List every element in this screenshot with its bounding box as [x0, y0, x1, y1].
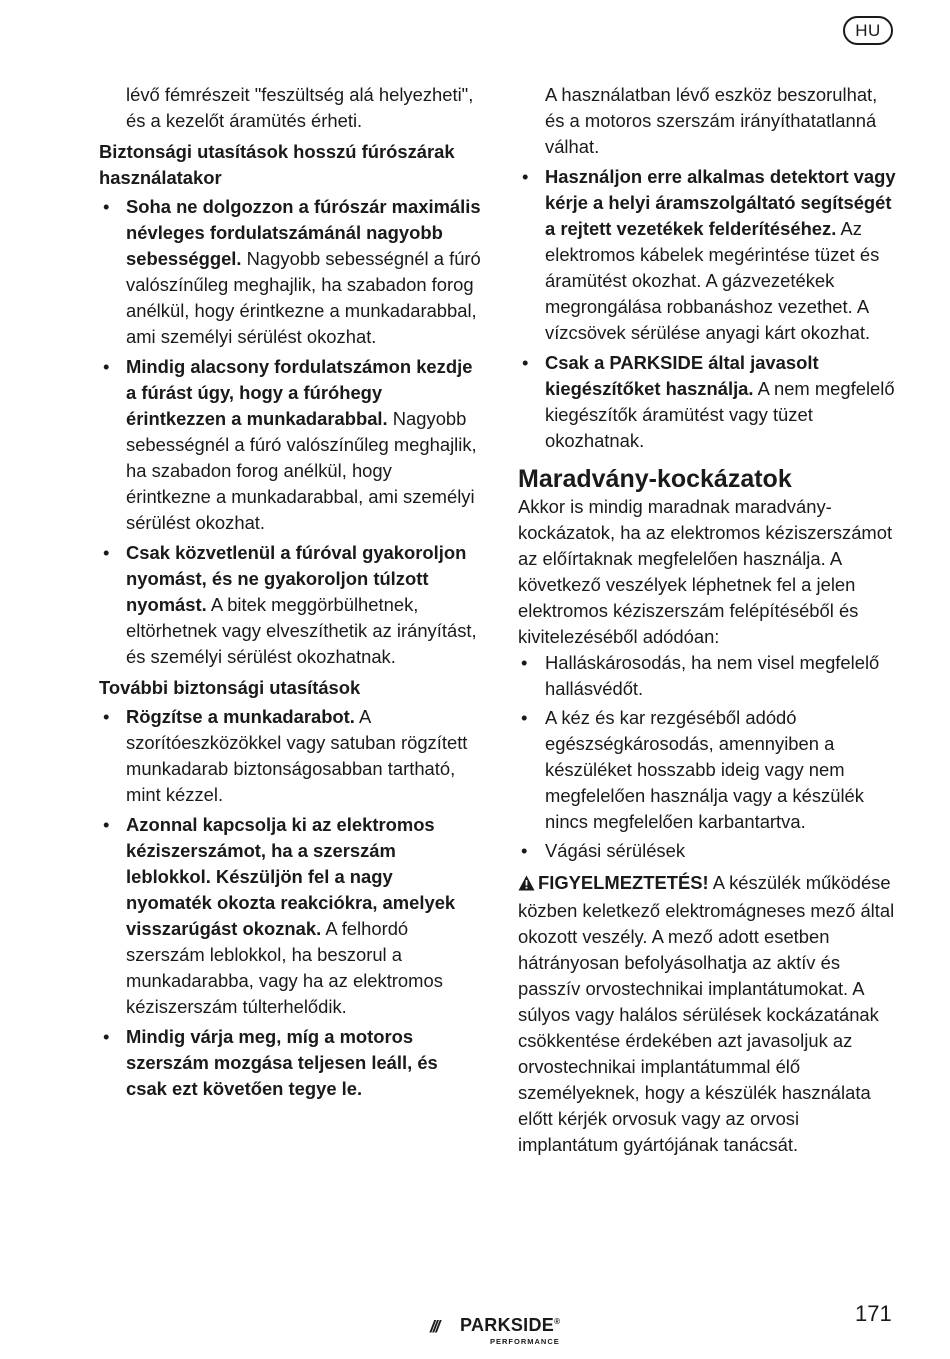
brand-name-text: PARKSIDE	[460, 1315, 555, 1335]
warning-paragraph	[518, 870, 900, 1158]
item-bold: Csak közvetlenül a fúróval gyakoroljon nyomást, és ne gyakoroljon túlzott nyomást.	[126, 542, 467, 615]
bullet-icon: •	[103, 706, 110, 727]
bullet-icon: •	[103, 1026, 110, 1047]
bullet-icon: •	[521, 652, 528, 673]
list-item	[99, 540, 481, 670]
item-bold: Rögzítse a munkadarabot.	[126, 706, 355, 727]
list-item	[518, 705, 900, 835]
bullet-list-long-drills	[99, 194, 481, 670]
risk-list	[518, 650, 900, 864]
list-item	[99, 1024, 481, 1102]
list-item	[99, 812, 481, 1020]
brand-name	[460, 1315, 560, 1336]
continued-text	[518, 82, 900, 160]
bullet-icon: •	[522, 352, 529, 373]
warning-triangle-icon	[518, 872, 535, 898]
item-text: Halláskárosodás, ha nem visel megfelelő hallásvédőt.	[545, 652, 880, 699]
bullet-icon: •	[103, 542, 110, 563]
item-bold: Mindig várja meg, míg a motoros szerszám mozgása teljesen leáll, és csak ezt követően tegye le.	[126, 1026, 438, 1099]
bullet-icon: •	[103, 196, 110, 217]
language-badge: HU	[843, 16, 893, 45]
warning-label: FIGYELMEZTETÉS!	[538, 872, 709, 893]
item-bold: Soha ne dolgozzon a fúrószár maximális névleges fordulatszámánál nagyobb sebességgel.	[126, 196, 481, 269]
bullet-icon: •	[522, 166, 529, 187]
brand-subtitle: PERFORMANCE	[490, 1337, 560, 1346]
item-text: Nagyobb sebességnél a fúró valószínűleg meghajlik, ha szabadon forog anélkül, hogy érintkezne a munkadarabbal, ami személyi sérülést okozhat.	[126, 248, 481, 347]
list-item	[99, 194, 481, 350]
logo-stripes-icon: ///	[430, 1317, 439, 1336]
bullet-list-right	[518, 164, 900, 454]
left-column	[99, 82, 481, 1106]
item-text: A felhordó szerszám leblokkol, ha beszorul a munkadarabba, vagy ha az elektromos kéziszerszám túlterhelődik.	[126, 918, 443, 1017]
continued-text-body: A használatban lévő eszköz beszorulhat, és a motoros szerszám irányíthatatlanná válhat.	[545, 84, 878, 157]
section-title-further-safety: További biztonsági utasítások	[99, 677, 361, 698]
bullet-icon: •	[521, 707, 528, 728]
section-title-long-drills: Biztonsági utasítások hosszú fúrószárak használatakor	[99, 141, 455, 188]
list-item	[518, 650, 900, 702]
list-item	[99, 354, 481, 536]
list-item	[518, 164, 900, 346]
list-item	[99, 704, 481, 808]
bullet-list-further-safety	[99, 704, 481, 1102]
warning-text: A készülék működése közben keletkező elektromágneses mező által okozott veszély. A mező adott esetben hátrányosan befolyásolhatja az aktív és passzív orvostechnikai implantátumokat. A súlyos vagy halálos sérülések kockázatának csökkentése érdekében azt javasoljuk az orvostechnikai implantátummal élő személyeknek, hogy a készülék használata előtt kérjék orvosuk vagy az orvosi implantátum gyártójának tanácsát.	[518, 872, 895, 1155]
bullet-icon: •	[103, 356, 110, 377]
page-number: 171	[855, 1301, 892, 1326]
item-text: A kéz és kar rezgéséből adódó egészségkárosodás, amennyiben a készüléket hosszabb ideig vagy nem megfelelően használja vagy a készülék nincs megfelelően karbantartva.	[545, 707, 864, 832]
list-item	[518, 350, 900, 454]
parkside-logo	[430, 1312, 580, 1348]
residual-risks-paragraph: Akkor is mindig maradnak maradvány-kockázatok, ha az elektromos kéziszerszámot az előírtaknak megfelelően használja. A következő veszélyek léphetnek fel a jelen elektromos kéziszerszám felépítéséből és kivitelezéséből adódóan:	[518, 496, 893, 647]
item-bold: Csak a PARKSIDE által javasolt kiegészítőket használja.	[545, 352, 819, 399]
item-bold: Mindig alacsony fordulatszámon kezdje a fúrást úgy, hogy a fúróhegy érintkezzen a munkadarabbal.	[126, 356, 473, 429]
item-text: Vágási sérülések	[545, 840, 686, 861]
item-text: Nagyobb sebességnél a fúró valószínűleg meghajlik, ha szabadon forog anélkül, hogy érintkezne a munkadarabbal, ami személyi sérülést okozhat.	[126, 408, 477, 533]
right-column	[518, 82, 900, 1158]
item-bold: Használjon erre alkalmas detektort vagy kérje a helyi áramszolgáltató segítségét a rejtett vezetékek felderítéséhez.	[545, 166, 896, 239]
item-text: A nem megfelelő kiegészítők áramütést vagy tüzet okozhatnak.	[545, 378, 895, 451]
list-item	[518, 838, 900, 864]
item-text: Az elektromos kábelek megérintése tüzet és áramütést okozhat. A gázvezetékek megrongálása robbanáshoz vezethet. A vízcsövek sérülése anyagi kárt okozhat.	[545, 218, 880, 343]
item-bold: Azonnal kapcsolja ki az elektromos kéziszerszámot, ha a szerszám leblokkol. Készüljön fel a nagy nyomaték okozta reakciókra, amelyek visszarúgást okoznak.	[126, 814, 456, 939]
item-text: A szorítóeszközökkel vagy satuban rögzített munkadarab biztonságosabban tartható, mint kézzel.	[126, 706, 468, 805]
section-heading-residual-risks: Maradvány-kockázatok	[518, 465, 792, 493]
item-text: A bitek meggörbülhetnek, eltörhetnek vagy elveszíthetik az irányítást, és személyi sérülést okozhatnak.	[126, 594, 477, 667]
registered-mark: ®	[554, 1317, 561, 1326]
bullet-icon: •	[521, 840, 528, 861]
bullet-icon: •	[103, 814, 110, 835]
intro-text: lévő fémrészeit "feszültség alá helyezheti", és a kezelőt áramütés érheti.	[126, 84, 474, 131]
